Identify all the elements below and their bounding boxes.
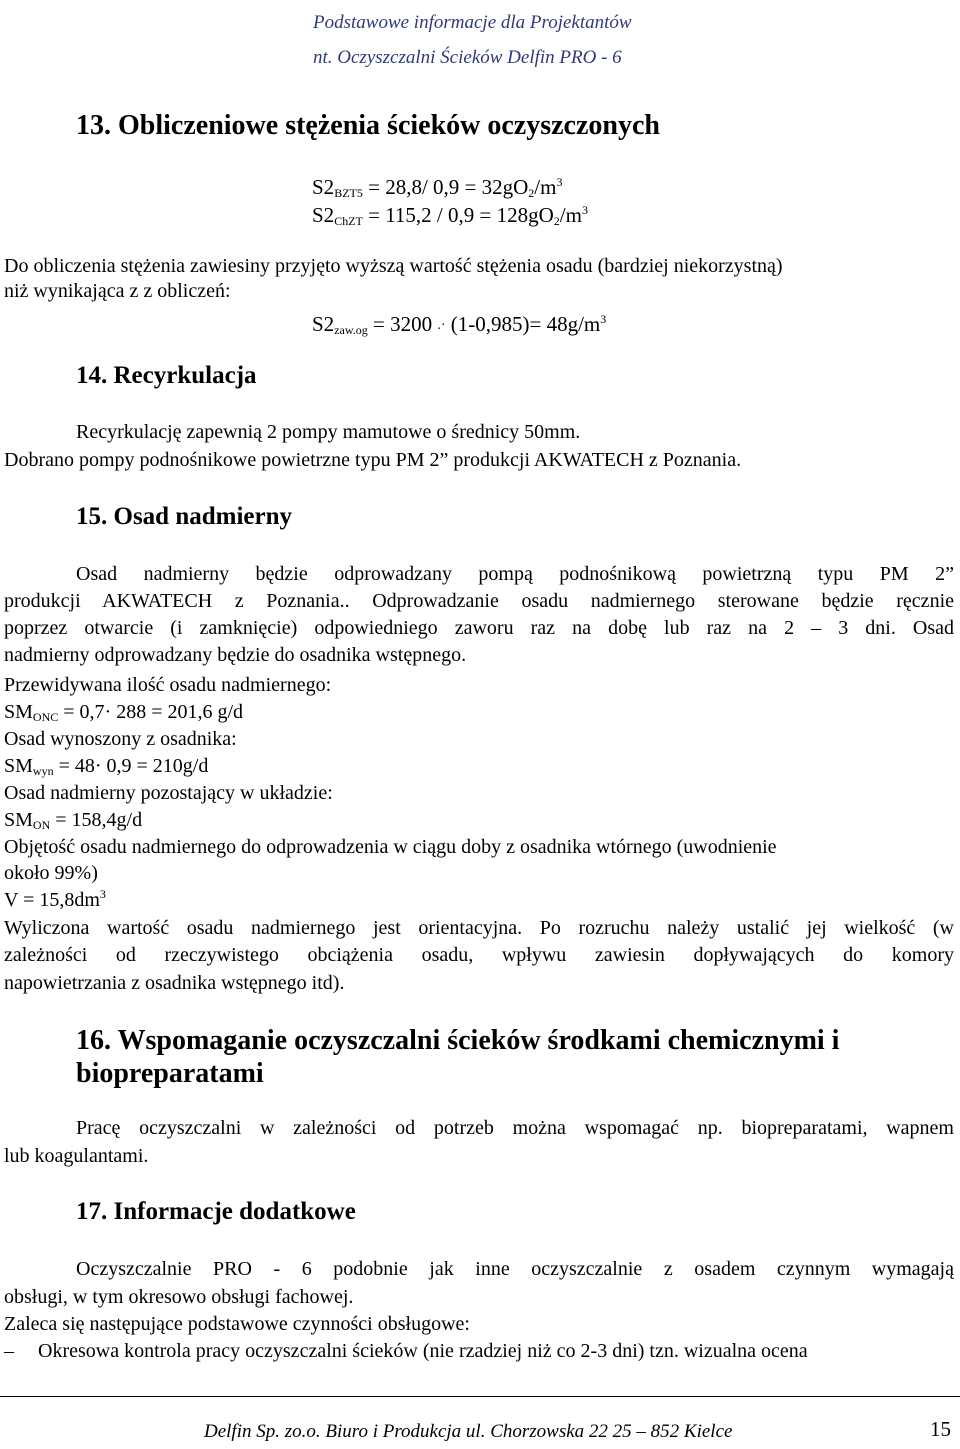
section-16-heading-line-1: 16. Wspomaganie oczyszczalni ścieków środkami chemicznymi i: [76, 1025, 840, 1056]
osad-pozostajacy-label: Osad nadmierny pozostający w układzie:: [4, 782, 333, 804]
header-line-2: nt. Oczyszczalni Ścieków Delfin PRO - 6: [313, 47, 622, 68]
sm-on-equation: $SM_{ON} = 158,4g/d$: [4, 809, 143, 832]
section-17-line-2: obsługi, w tym okresowo obsługi fachowej.: [4, 1286, 354, 1308]
section-17-heading: 17. Informacje dodatkowe: [76, 1198, 356, 1225]
page-number: 15: [930, 1417, 951, 1441]
section-14-line-1: Recyrkulację zapewnią 2 pompy mamutowe o średnicy 50mm.: [76, 421, 581, 443]
section-15-line-2: produkcji AKWATECH z Poznania.. Odprowadzanie osadu nadmiernego sterowane będzie ręcznie: [4, 590, 954, 612]
header-line-1: Podstawowe informacje dla Projektantów: [313, 12, 632, 33]
sm-wyn-equation: $SM_{wyn} = 48\cdot 0,9 = 210g/d$: [4, 755, 209, 778]
objetosc-line-1: Objętość osadu nadmiernego do odprowadzenia w ciągu doby z osadnika wtórnego (uwodnienie: [4, 836, 777, 858]
equation-s2-chzt: $S2_{ChZT} = 115,2 / 0,9 = 128gO_2/m^3$: [312, 203, 588, 228]
objetosc-line-2: około 99%): [4, 862, 98, 884]
section-15-heading: 15. Osad nadmierny: [76, 503, 293, 530]
volume-equation: $V = 15,8dm^3$: [4, 887, 106, 911]
bullet-dash: –: [4, 1340, 14, 1362]
sm-onc-equation: $SM_{ONC} = 0,7\cdot 288 = 201,6$ g/d: [4, 701, 244, 724]
section-15-line-4: nadmierny odprowadzany będzie do osadnika wstępnego.: [4, 644, 467, 666]
wyliczona-line-1: Wyliczona wartość osadu nadmiernego jest orientacyjna. Po rozruchu należy ustalić jej wielkość (w: [4, 917, 954, 939]
equation-s2-bzt5: $S2_{BZT5} = 28,8/$ $0,9 = 32gO_2/m^3$: [312, 175, 563, 200]
przewidywana-label: Przewidywana ilość osadu nadmiernego:: [4, 674, 332, 696]
section-15-line-1: Osad nadmierny będzie odprowadzany pompą podnośnikową powietrzną typu PM 2”: [76, 563, 954, 585]
section-13-paragraph-line-1: Do obliczenia stężenia zawiesiny przyjęto wyższą wartość stężenia osadu (bardziej niekorzystną): [4, 255, 783, 277]
section-17-line-3: Zaleca się następujące podstawowe czynności obsługowe:: [4, 1313, 470, 1335]
section-13-paragraph-line-2: niż wynikająca z z obliczeń:: [4, 280, 231, 302]
bullet-item-1: Okresowa kontrola pracy oczyszczalni ścieków (nie rzadziej niż co 2-3 dni) tzn. wizualna ocena: [38, 1340, 808, 1362]
section-17-line-1: Oczyszczalnie PRO - 6 podobnie jak inne oczyszczalnie z osadem czynnym wymagają: [76, 1258, 954, 1280]
section-16-heading-line-2: biopreparatami: [76, 1058, 264, 1089]
wyliczona-line-2: zależności od rzeczywistego obciążenia osadu, wpływu zawiesin dopływających do komory: [4, 944, 954, 966]
wyliczona-line-3: napowietrzania z osadnika wstępnego itd).: [4, 972, 345, 994]
section-16-line-2: lub koagulantami.: [4, 1145, 149, 1167]
section-15-line-3: poprzez otwarcie (i zamknięcie) odpowiedniego zaworu raz na dobę lub raz na 2 – 3 dni. Osad: [4, 617, 954, 639]
footer-address: Delfin Sp. zo.o. Biuro i Produkcja ul. Chorzowska 22 25 – 852 Kielce: [204, 1421, 733, 1442]
section-14-line-2: Dobrano pompy podnośnikowe powietrzne typu PM 2” produkcji AKWATECH z Poznania.: [4, 449, 742, 471]
section-16-line-1: Pracę oczyszczalni w zależności od potrzeb można wspomagać np. biopreparatami, wapnem: [76, 1117, 954, 1139]
section-14-heading: 14. Recyrkulacja: [76, 362, 257, 389]
osad-wynoszony-label: Osad wynoszony z osadnika:: [4, 728, 237, 750]
equation-s2-zawiesina: $S2_{zaw.og} = 3200$ .· $(1-0,985)= 48g/m^3$: [312, 312, 607, 337]
footer-divider: [0, 1396, 960, 1397]
section-13-heading: 13. Obliczeniowe stężenia ścieków oczyszczonych: [76, 110, 660, 141]
